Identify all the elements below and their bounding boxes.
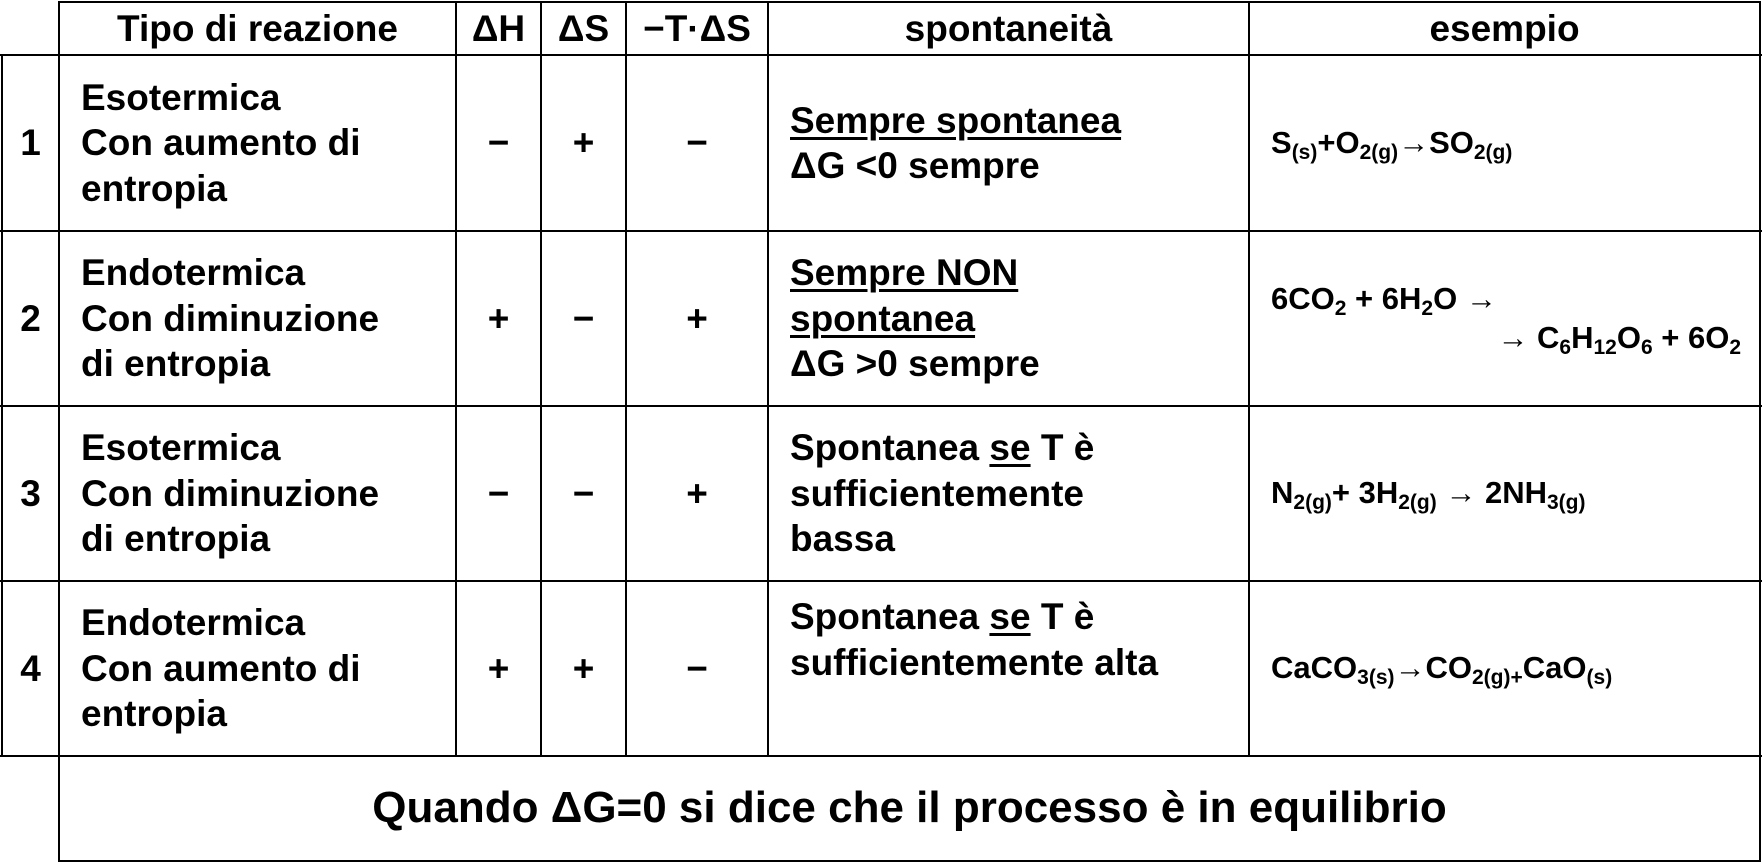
example-formula: $N_{2(g)}+ 3H_{2(g)} \to 2NH_{3(g)}$ [1271, 475, 1586, 515]
header-example [1250, 3, 1759, 54]
header-delta-h-label: ΔH [471, 7, 526, 49]
reaction-type-line: di entropia [81, 518, 271, 560]
table-border-bottom [58, 860, 1761, 862]
delta-s-sign: − [572, 472, 595, 514]
reaction-type-line: Esotermica [81, 76, 281, 118]
header-example-label: esempio [1429, 7, 1580, 49]
table-border-right [1759, 1, 1761, 862]
row-number: 1 [20, 122, 41, 164]
delta-h-sign: + [487, 647, 510, 689]
reaction-type-line: Endotermica [81, 252, 306, 294]
spontaneity [769, 582, 1248, 755]
spontaneity-condition: ΔG <0 sempre [790, 145, 1040, 186]
reaction-type-line: Con diminuzione [81, 297, 380, 339]
header-delta-s [542, 3, 625, 54]
header-minus-t-delta-s [627, 3, 767, 54]
spontaneity-line: Spontanea se T è [790, 596, 1095, 637]
header-spontaneity [769, 3, 1248, 54]
row-number: 3 [20, 472, 41, 514]
spontaneity [769, 407, 1248, 580]
spontaneity-emphasis: Sempre spontanea [790, 99, 1122, 141]
row-number: 4 [20, 647, 41, 689]
minus-t-delta-s-sign: + [686, 472, 708, 514]
spontaneity-line: sufficientemente [790, 472, 1085, 514]
spontaneity-emphasis: spontanea [790, 297, 976, 339]
reaction-type-line: di entropia [81, 343, 271, 385]
header-minus-t-delta-s-label: −T·ΔS [643, 7, 751, 49]
reaction-type-line: Con aumento di [81, 647, 361, 689]
reaction-type-line: Endotermica [81, 602, 306, 644]
reaction-type-line: Esotermica [81, 427, 281, 469]
example-reaction [1250, 232, 1759, 405]
example-reaction [1250, 56, 1759, 230]
minus-t-delta-s-sign: − [686, 647, 708, 689]
example-formula: $S_{(s)}+O_{2(g)}\to SO_{2(g)}$ [1271, 124, 1513, 164]
delta-h-sign: − [487, 122, 510, 164]
spontaneity-line: bassa [790, 518, 895, 560]
reaction-type-line: entropia [81, 167, 227, 209]
header-delta-s-label: ΔS [557, 7, 610, 49]
reaction-type [60, 582, 455, 755]
delta-s-sign: − [572, 297, 595, 339]
reaction-type-line: entropia [81, 693, 227, 735]
example-reaction [1250, 407, 1759, 580]
spontaneity [769, 232, 1248, 405]
delta-h-sign: − [487, 472, 510, 514]
spontaneity-condition: ΔG >0 sempre [790, 343, 1040, 385]
reaction-type-line: Con diminuzione [81, 472, 380, 514]
minus-t-delta-s-sign: + [686, 297, 708, 339]
reaction-type-line: Con aumento di [81, 122, 361, 164]
delta-s-sign: + [572, 647, 595, 689]
reaction-type [60, 232, 455, 405]
row-number: 2 [20, 297, 41, 339]
delta-h-sign: + [487, 297, 510, 339]
reaction-type [60, 407, 455, 580]
spontaneity [769, 56, 1248, 230]
equilibrium-note-text: Quando ΔG=0 si dice che il processo è in equilibrio [372, 783, 1447, 833]
header-type-label: Tipo di reazione [117, 7, 398, 49]
example-reaction [1250, 582, 1759, 755]
header-delta-h [457, 3, 540, 54]
minus-t-delta-s-sign: − [686, 122, 708, 164]
spontaneity-emphasis: Sempre NON [790, 252, 1019, 294]
header-type [60, 3, 455, 54]
delta-s-sign: + [572, 122, 595, 164]
example-formula: $CaCO_{3(s)}\to CO_{2(g)+}CaO_{(s)}$ [1271, 650, 1613, 690]
reaction-type [60, 56, 455, 230]
spontaneity-line: sufficientemente alta [790, 641, 1159, 683]
header-spontaneity-label: spontaneità [904, 7, 1113, 49]
equilibrium-note [60, 757, 1759, 860]
example-formula: $6CO_2 + 6H_2O$ → → $C_6H_{12}O_6 + 6O_2$ [1271, 281, 1741, 359]
spontaneity-line: Spontanea se T è [790, 427, 1095, 469]
